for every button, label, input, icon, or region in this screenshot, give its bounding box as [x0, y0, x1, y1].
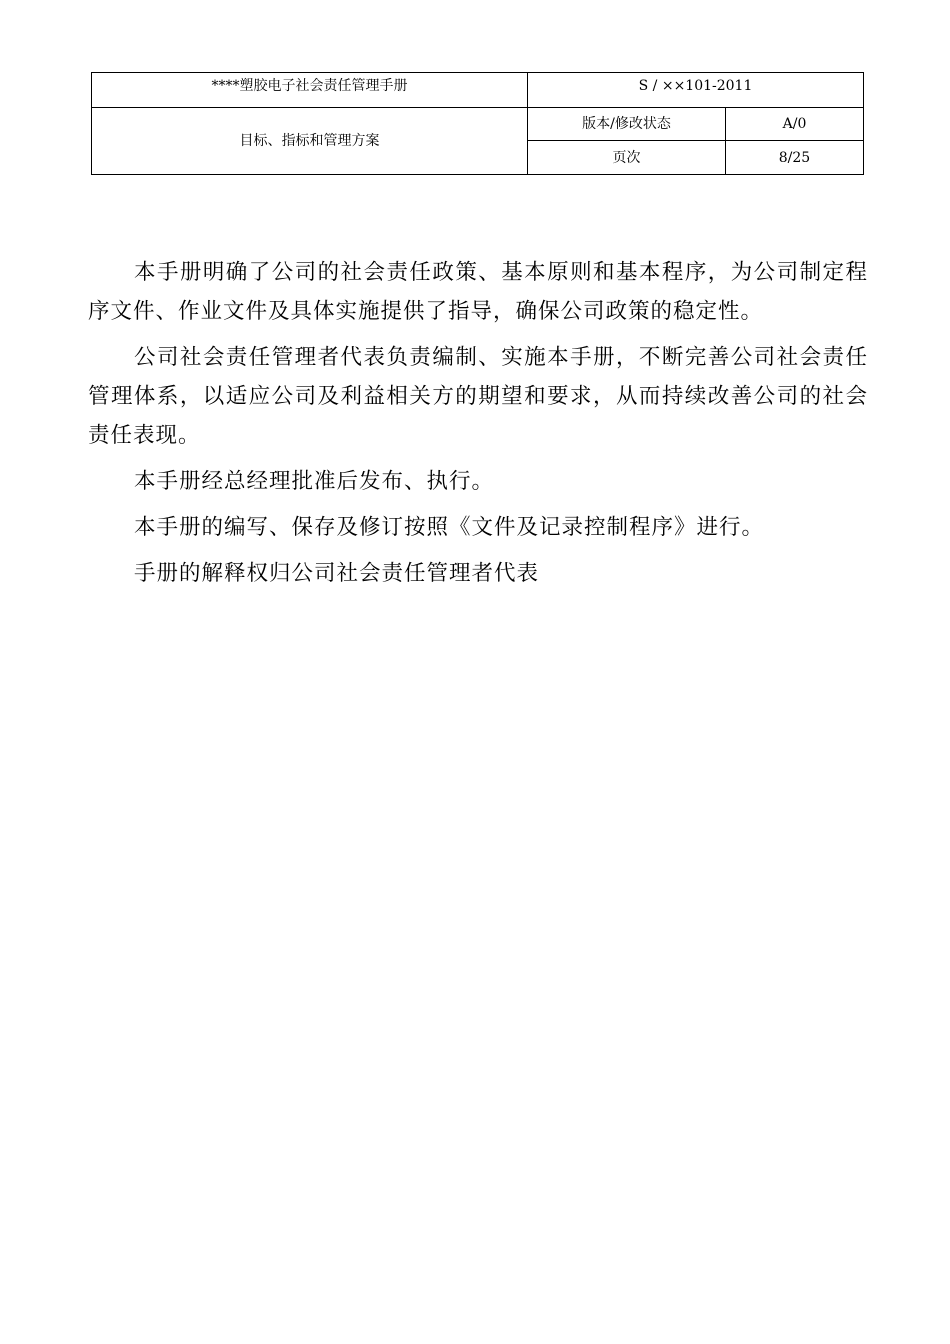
- page-label-cell: 页次: [528, 141, 726, 175]
- manual-body-text: [88, 253, 868, 593]
- page-value-cell: 8/25: [726, 141, 864, 175]
- paragraph-approval: 本手册经总经理批准后发布、执行。: [134, 469, 495, 494]
- paragraph-interpretation: 手册的解释权归公司社会责任管理者代表: [134, 561, 540, 586]
- paragraph-scope: 本手册明确了公司的社会责任政策、基本原则和基本程序，为公司制定程序文件、作业文件及具体实施提供了指导，确保公司政策的稳定性。: [88, 260, 868, 324]
- document-header-table: [91, 72, 864, 175]
- section-title-cell: 目标、指标和管理方案: [92, 108, 528, 175]
- doc-number-cell: S / ××101-2011: [528, 73, 864, 108]
- paragraph-responsibility: 公司社会责任管理者代表负责编制、实施本手册，不断完善公司社会责任管理体系，以适应公司及利益相关方的期望和要求，从而持续改善公司的社会责任表现。: [88, 345, 868, 448]
- manual-title-cell: ****塑胶电子社会责任管理手册: [92, 73, 528, 108]
- paragraph-revision: 本手册的编写、保存及修订按照《文件及记录控制程序》进行。: [134, 515, 765, 540]
- version-value-cell: A/0: [726, 108, 864, 141]
- version-label-cell: 版本/修改状态: [528, 108, 726, 141]
